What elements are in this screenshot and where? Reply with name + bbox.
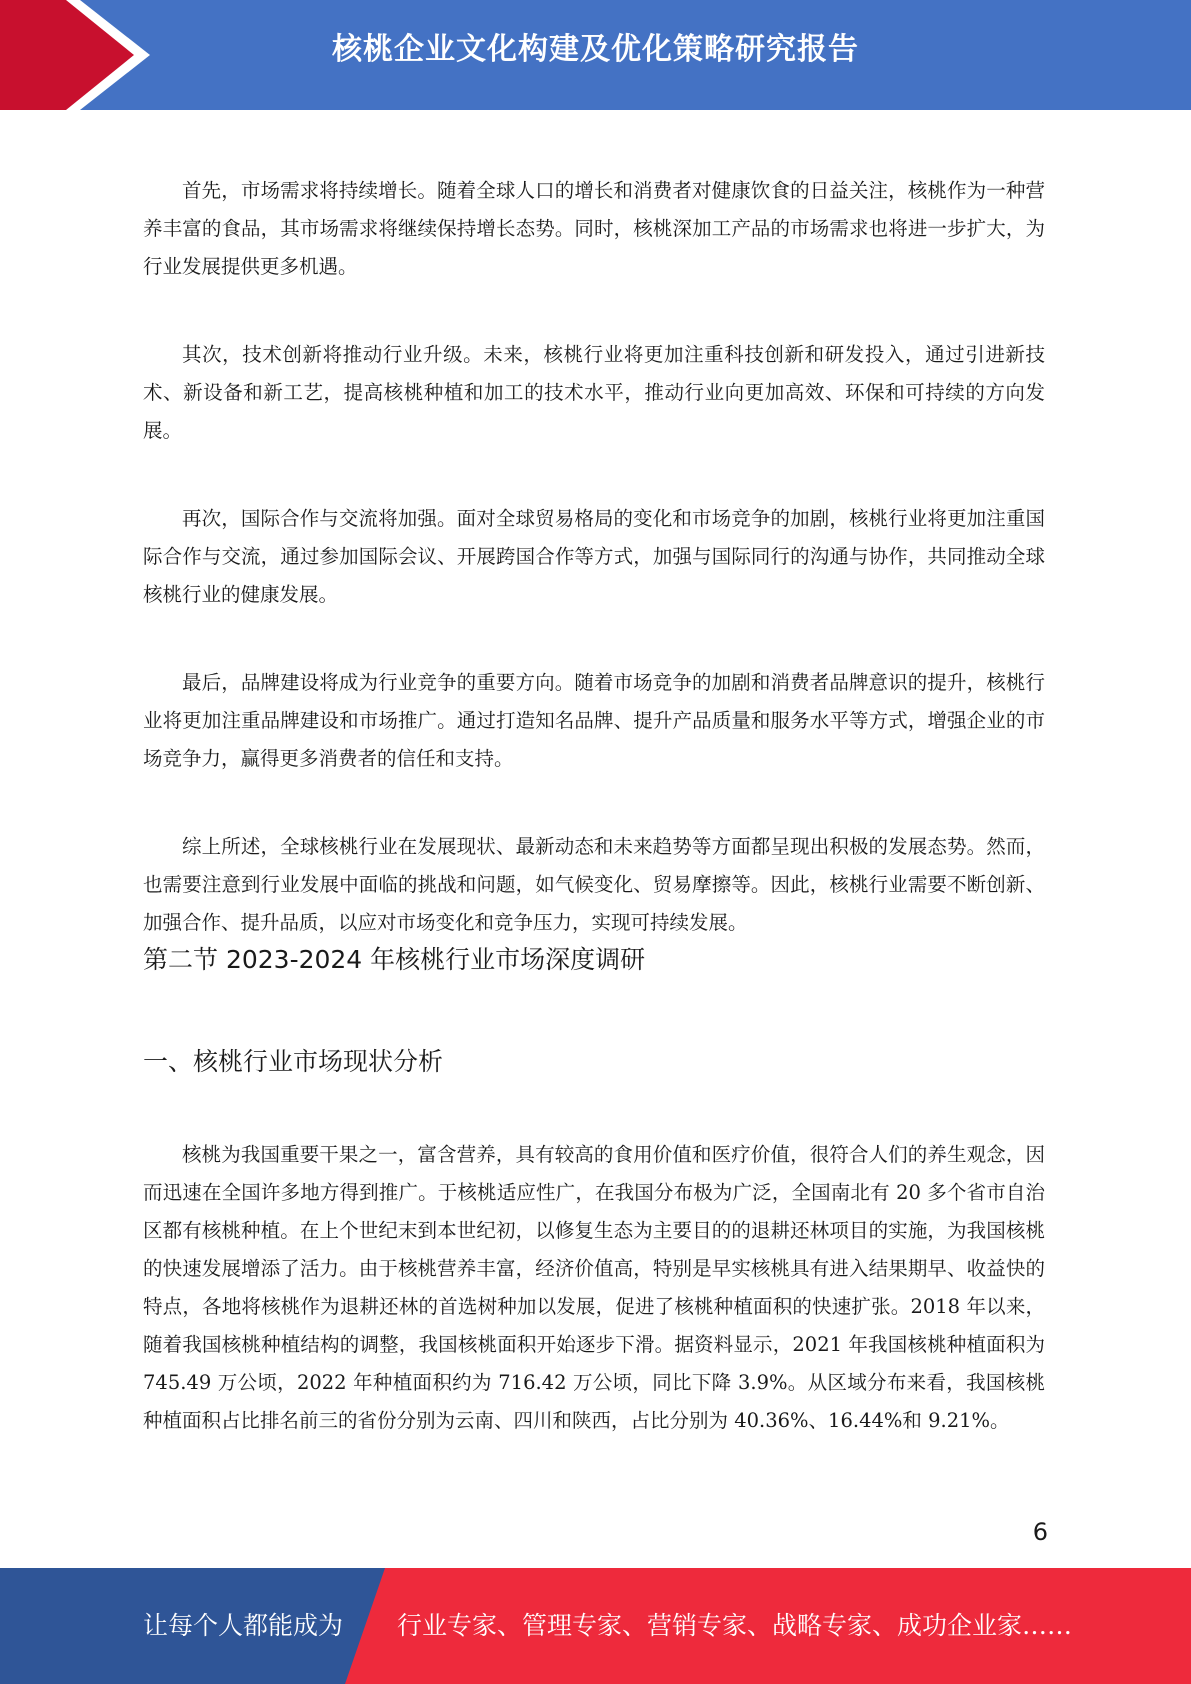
paragraph: 最后，品牌建设将成为行业竞争的重要方向。随着市场竞争的加剧和消费者品牌意识的提升，核桃行业将更加注重品牌建设和市场推广。通过打造知名品牌、提升产品质量和服务水平等方式，增强企业的市场竞争力，赢得更多消费者的信任和支持。 (143, 671, 1045, 770)
body-text-upper (143, 172, 1045, 992)
sub-heading: 一、核桃行业市场现状分析 (143, 1047, 444, 1076)
header-banner (0, 0, 1191, 110)
footer-slogan-left: 让每个人都能成为 (143, 1611, 344, 1640)
section-heading: 第二节 2023-2024 年核桃行业市场深度调研 (143, 945, 646, 974)
paragraph: 其次，技术创新将推动行业升级。未来，核桃行业将更加注重科技创新和研发投入，通过引进新技术、新设备和新工艺，提高核桃种植和加工的技术水平，推动行业向更加高效、环保和可持续的方向发展。 (143, 343, 1045, 442)
paragraph: 核桃为我国重要干果之一，富含营养，具有较高的食用价值和医疗价值，很符合人们的养生观念，因而迅速在全国许多地方得到推广。于核桃适应性广，在我国分布极为广泛，全国南北有 20 多个省市自治区都有核桃种植。在上个世纪末到本世纪初，以修复生态为主要目的的退耕还林项目的实施，为我国核桃的快速发展增添了活力。由于核桃营养丰富，经济价值高，特别是早实核桃具有进入结果期早、收益快的特点，各地将核桃作为退耕还林的首选树种加以发展，促进了核桃种植面积的快速扩张。2018 年以来，随着我国核桃种植结构的调整，我国核桃面积开始逐步下滑。据资料显示，2021 年我国核桃种植面积为 745.49 万公顷，2022 年种植面积约为 716.42 万公顷，同比下降 3.9%。从区域分布来看，我国核桃种植面积占比排名前三的省份分别为云南、四川和陕西，占比分别为 40.36%、16.44%和 9.21%。 (143, 1143, 1045, 1432)
footer-banner (0, 1568, 1191, 1684)
body-text-lower (143, 1136, 1045, 1490)
paragraph: 再次，国际合作与交流将加强。面对全球贸易格局的变化和市场竞争的加剧，核桃行业将更加注重国际合作与交流，通过参加国际会议、开展跨国合作等方式，加强与国际同行的沟通与协作，共同推动全球核桃行业的健康发展。 (143, 507, 1045, 606)
report-title: 核桃企业文化构建及优化策略研究报告 (332, 32, 859, 67)
page-number: 6 (1032, 1518, 1048, 1546)
paragraph: 首先，市场需求将持续增长。随着全球人口的增长和消费者对健康饮食的日益关注，核桃作为一种营养丰富的食品，其市场需求将继续保持增长态势。同时，核桃深加工产品的市场需求也将进一步扩大，为行业发展提供更多机遇。 (143, 179, 1045, 278)
paragraph: 综上所述，全球核桃行业在发展现状、最新动态和未来趋势等方面都呈现出积极的发展态势。然而，也需要注意到行业发展中面临的挑战和问题，如气候变化、贸易摩擦等。因此，核桃行业需要不断创新、加强合作、提升品质，以应对市场变化和竞争压力，实现可持续发展。 (143, 835, 1045, 934)
footer-slogan-right: 行业专家、管理专家、营销专家、战略专家、成功企业家…… (397, 1611, 1073, 1640)
